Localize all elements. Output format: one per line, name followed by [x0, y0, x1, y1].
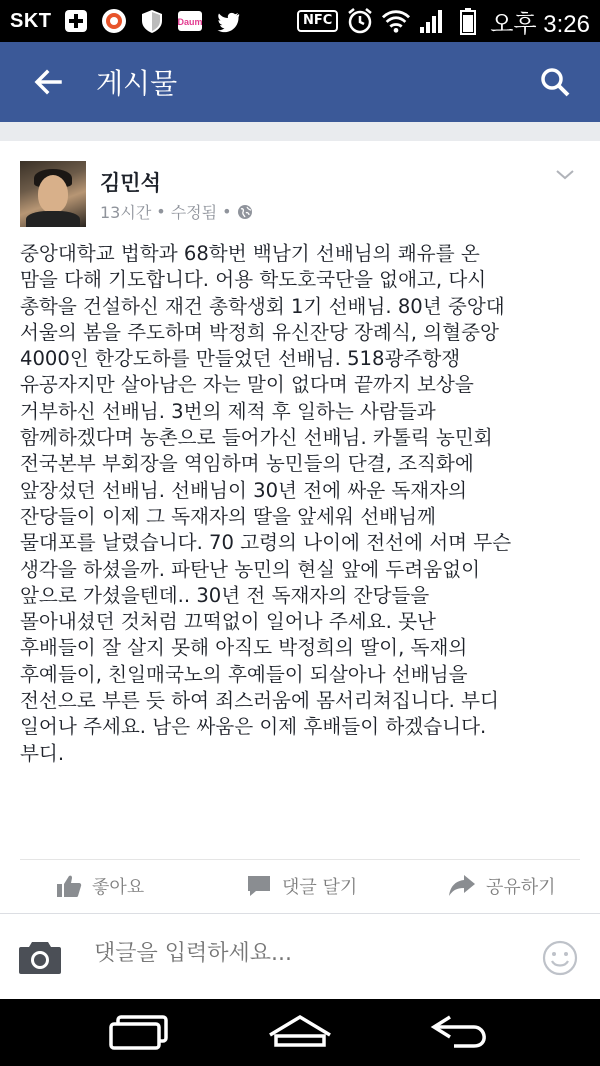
post-meta [100, 200, 253, 223]
comment-label: 댓글 달기 [282, 877, 358, 898]
post-line: 후예들이, 친일매국노의 후예들이 되살아나 선배님을 [20, 662, 468, 686]
post-card [0, 141, 600, 913]
post-line: 전선으로 부른 듯 하여 죄스러움에 몸서리쳐집니다. 부디 [20, 689, 499, 713]
post-line: 후배들이 잘 살지 못해 아직도 박정희의 딸이, 독재의 [20, 636, 468, 660]
back-nav-icon[interactable] [430, 1013, 492, 1051]
system-nav-bar [0, 999, 600, 1066]
share-icon [448, 873, 476, 899]
search-icon [540, 67, 570, 97]
post-line: 부디. [20, 741, 65, 765]
comment-button[interactable] [246, 873, 357, 899]
post-line: 물대포를 날렸습니다. 70 고령의 나이에 전선에 서며 무슨 [20, 531, 512, 555]
edited-label[interactable]: 수정됨 [170, 203, 218, 222]
shield-icon [138, 7, 166, 35]
svg-text:Daum: Daum [176, 17, 203, 27]
like-button[interactable] [56, 873, 144, 899]
battery-icon [454, 7, 482, 35]
author-name[interactable]: 김민석 [100, 171, 161, 195]
recent-apps-icon[interactable] [108, 1013, 170, 1051]
share-button[interactable] [448, 873, 556, 899]
post-line: 중앙대학교 법학과 68학번 백남기 선배님의 쾌유를 온 [20, 242, 480, 265]
comment-input[interactable] [94, 941, 514, 966]
post-line: 몰아내셨던 것처럼 끄떡없이 일어나 주세요. 못난 [20, 610, 436, 634]
record-icon [100, 7, 128, 35]
meta-separator: • [156, 202, 166, 221]
add-icon [62, 7, 90, 35]
nfc-icon: NFC [297, 10, 338, 32]
share-label: 공유하기 [486, 877, 556, 898]
search-button[interactable] [510, 42, 600, 122]
comment-bar [0, 913, 600, 999]
post-line: 총학을 건설하신 재건 총학생회 1기 선배님. 80년 중앙대 [20, 294, 505, 318]
post-line: 잔당들이 이제 그 독재자의 딸을 앞세워 선배님께 [20, 504, 436, 528]
post-line: 앞으로 가셨을텐데.. 30년 전 독재자의 잔당들을 [20, 583, 430, 607]
post-actions [0, 860, 600, 913]
meta-separator: • [222, 202, 232, 221]
back-button[interactable] [0, 42, 96, 122]
post-line: 맘을 다해 기도합니다. 어용 학도호국단을 없애고, 다시 [20, 268, 487, 292]
emoji-icon[interactable] [542, 940, 578, 976]
post-line: 앞장섰던 선배님. 선배님이 30년 전에 싸운 독재자의 [20, 478, 468, 502]
chevron-down-icon[interactable] [554, 163, 576, 185]
daum-icon [176, 7, 204, 35]
signal-icon [418, 7, 446, 35]
alarm-icon [346, 7, 374, 35]
clock: 오후 3:26 [490, 10, 590, 38]
thumbs-up-icon [56, 873, 82, 899]
post-line: 서울의 봄을 주도하며 박정희 유신잔당 장례식, 의혈중앙 [20, 320, 499, 344]
wifi-icon [382, 7, 410, 35]
camera-icon[interactable] [18, 938, 62, 976]
twitter-icon [214, 7, 242, 35]
post-line: 함께하겠다며 농촌으로 들어가신 선배님. 카톨릭 농민회 [20, 426, 493, 450]
comment-icon [246, 873, 272, 899]
carrier-label: SKT [10, 9, 52, 32]
like-label: 좋아요 [92, 877, 145, 898]
post-body [20, 241, 580, 767]
post-line: 일어나 주세요. 남은 싸움은 이제 후배들이 하겠습니다. [20, 715, 487, 739]
app-bar [0, 42, 600, 122]
post-time[interactable]: 13시간 [100, 203, 152, 222]
post-line: 거부하신 선배님. 3번의 제적 후 일하는 사람들과 [20, 399, 436, 423]
globe-icon [237, 204, 253, 220]
post-line: 4000인 한강도하를 만들었던 선배님. 518광주항쟁 [20, 347, 461, 371]
arrow-left-icon [33, 67, 63, 97]
page-title: 게시물 [96, 67, 178, 100]
avatar[interactable] [20, 161, 86, 227]
status-bar [0, 0, 600, 42]
post-line: 전국본부 부회장을 역임하며 농민들의 단결, 조직화에 [20, 452, 474, 476]
home-icon[interactable] [266, 1013, 334, 1051]
post-line: 유공자지만 살아남은 자는 말이 없다며 끝까지 보상을 [20, 373, 474, 397]
post-line: 생각을 하셨을까. 파탄난 농민의 현실 앞에 두려움없이 [20, 557, 481, 581]
